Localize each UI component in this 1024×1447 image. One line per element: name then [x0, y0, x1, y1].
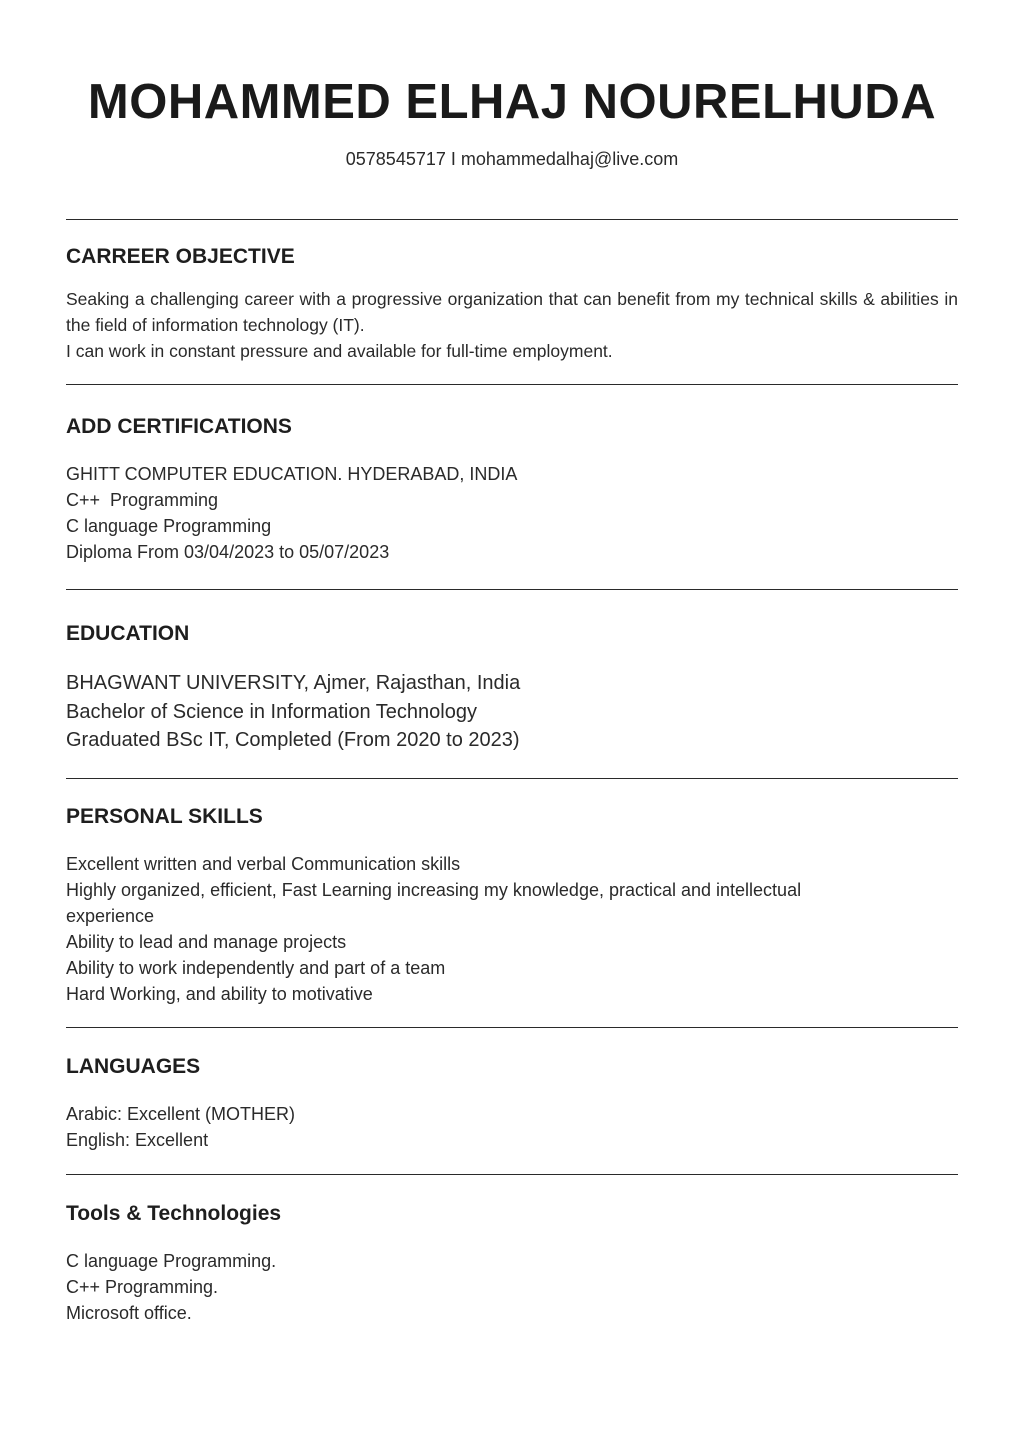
- tools-heading: Tools & Technologies: [66, 1202, 282, 1225]
- tool-item: C++ Programming.: [66, 1277, 219, 1297]
- objective-heading: CARREER OBJECTIVE: [66, 245, 295, 268]
- section-divider: [66, 1174, 958, 1175]
- education-item: Bachelor of Science in Information Technology: [66, 700, 477, 723]
- education-item: Graduated BSc IT, Completed (From 2020 to 2023): [66, 729, 520, 751]
- tool-item: C language Programming.: [66, 1251, 277, 1271]
- objective-paragraph: Seaking a challenging career with a progressive organization that can benefit from my technical skills & abilities in the field of information technology (IT).: [66, 289, 958, 335]
- candidate-name: MOHAMMED ELHAJ NOURELHUDA: [87, 75, 937, 129]
- certifications-heading: ADD CERTIFICATIONS: [66, 415, 292, 438]
- section-divider: [66, 219, 958, 220]
- education-heading: EDUCATION: [66, 622, 190, 645]
- objective-line: I can work in constant pressure and available for full-time employment.: [66, 341, 613, 361]
- section-divider: [66, 384, 958, 385]
- languages-heading: LANGUAGES: [66, 1055, 201, 1078]
- language-item: Arabic: Excellent (MOTHER): [66, 1104, 296, 1124]
- certification-item: Diploma From 03/04/2023 to 05/07/2023: [66, 542, 390, 562]
- skills-heading: PERSONAL SKILLS: [66, 805, 263, 828]
- tools-list: [66, 1248, 958, 1326]
- skill-item: Ability to lead and manage projects: [66, 932, 347, 952]
- section-divider: [66, 589, 958, 590]
- tool-item: Microsoft office.: [66, 1303, 192, 1323]
- certification-item: C++ Programming: [66, 490, 219, 510]
- section-divider: [66, 1027, 958, 1028]
- objective-text: [66, 286, 958, 364]
- skill-item: Highly organized, efficient, Fast Learning increasing my knowledge, practical and intellectual: [66, 880, 802, 900]
- skill-item: Ability to work independently and part of a team: [66, 958, 446, 978]
- certification-item: C language Programming: [66, 516, 272, 536]
- skill-item: Hard Working, and ability to motivative: [66, 984, 373, 1004]
- education-list: [66, 669, 958, 755]
- skill-item: Excellent written and verbal Communication skills: [66, 854, 461, 874]
- contact-info: 0578545717 I mohammedalhaj@live.com: [345, 149, 679, 169]
- certifications-list: [66, 461, 958, 565]
- languages-list: [66, 1101, 958, 1153]
- education-item: BHAGWANT UNIVERSITY, Ajmer, Rajasthan, India: [66, 672, 521, 694]
- skills-list: [66, 851, 958, 1007]
- language-item: English: Excellent: [66, 1130, 209, 1150]
- certification-item: GHITT COMPUTER EDUCATION. HYDERABAD, INDIA: [66, 464, 518, 484]
- skill-item: experience: [66, 906, 155, 926]
- section-divider: [66, 778, 958, 779]
